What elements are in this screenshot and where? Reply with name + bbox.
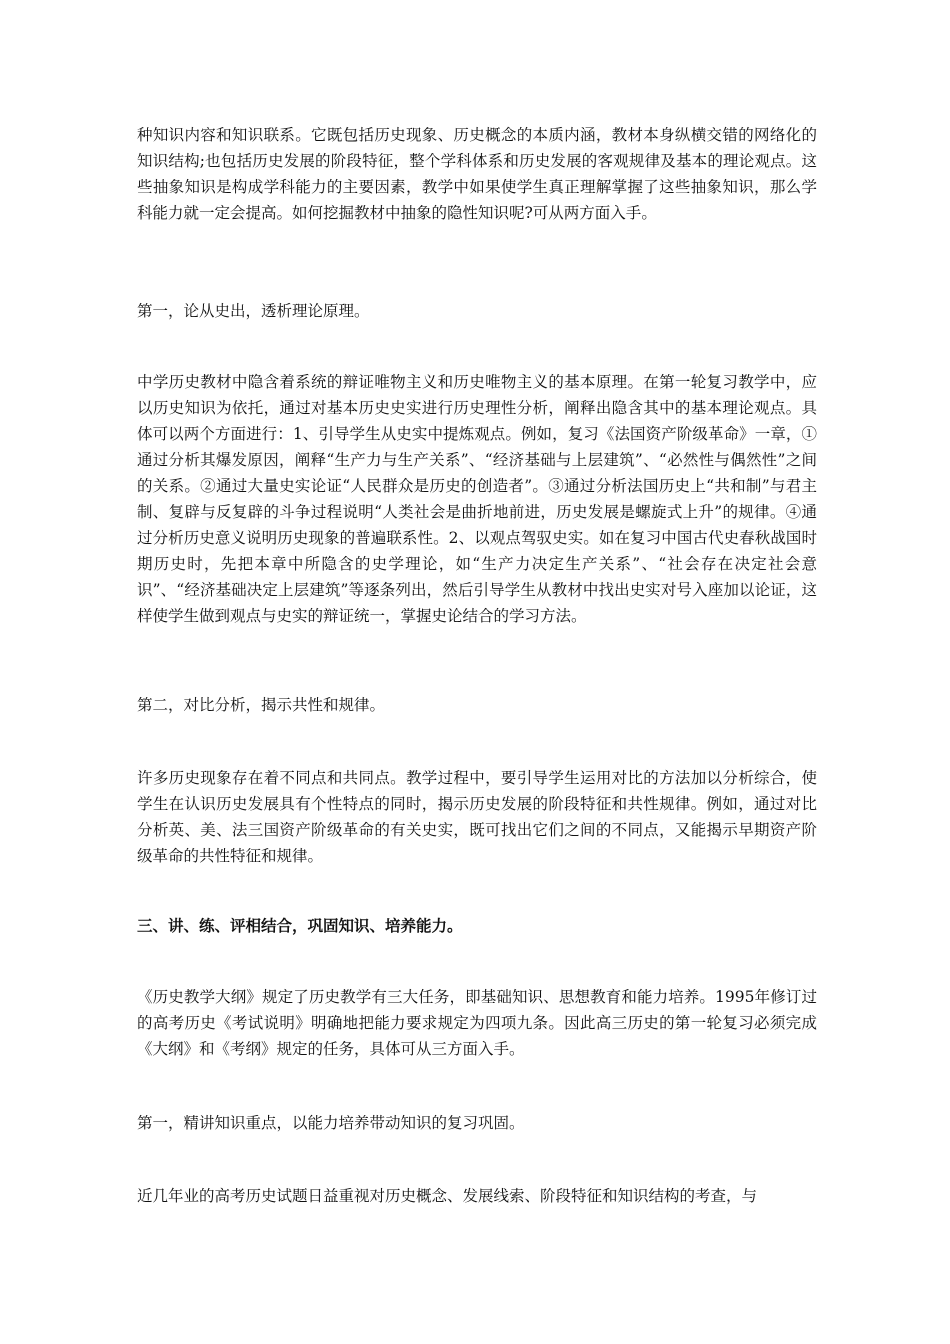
subheading-first-key-points: 第一，精讲知识重点，以能力培养带动知识的复习巩固。 bbox=[137, 1114, 525, 1132]
paragraph-intro: 种知识内容和知识联系。它既包括历史现象、历史概念的本质内涵，教材本身纵横交错的网络化的知识结构;也包括历史发展的阶段特征，整个学科体系和历史发展的客观规律及基本的理论观点。这些抽象知识是构成学科能力的主要因素，教学中如果使学生真正理解掌握了这些抽象知识，那么学科能力就一定会提高。如何挖掘教材中抽象的隐性知识呢?可从两方面入手。 bbox=[137, 126, 817, 222]
subheading-second: 第二，对比分析，揭示共性和规律。 bbox=[137, 696, 386, 714]
paragraph-syllabus: 《历史教学大纲》规定了历史教学有三大任务，即基础知识、思想教育和能力培养。1995年修订过的高考历史《考试说明》明确地把能力要求规定为四项九条。因此高三历史的第一轮复习必须完成《大纲》和《考纲》规定的任务，具体可从三方面入手。 bbox=[137, 988, 817, 1058]
paragraph-comparison: 许多历史现象存在着不同点和共同点。教学过程中，要引导学生运用对比的方法加以分析综合，使学生在认识历史发展具有个性特点的同时，揭示历史发展的阶段特征和共性规律。例如，通过对比分析英、美、法三国资产阶级革命的有关史实，既可找出它们之间的不同点，又能揭示早期资产阶级革命的共性特征和规律。 bbox=[137, 769, 817, 865]
paragraph-exam-trend: 近几年业的高考历史试题日益重视对历史概念、发展线索、阶段特征和知识结构的考查，与 bbox=[137, 1187, 758, 1205]
section-heading-three: 三、讲、练、评相结合，巩固知识、培养能力。 bbox=[137, 916, 463, 935]
paragraph-theory: 中学历史教材中隐含着系统的辩证唯物主义和历史唯物主义的基本原理。在第一轮复习教学中，应以历史知识为依托，通过对基本历史史实进行历史理性分析，阐释出隐含其中的基本理论观点。具体可以两个方面进行：1、引导学生从史实中提炼观点。例如，复习《法国资产阶级革命》一章，①通过分析其爆发原因，阐释“生产力与生产关系”、“经济基础与上层建筑”、“必然性与偶然性”之间的关系。②通过大量史实论证“人民群众是历史的创造者”。③通过分析法国历史上“共和制”与君主制、复辟与反复辟的斗争过程说明“人类社会是曲折地前进，历史发展是螺旋式上升”的规律。④通过分析历史意义说明历史现象的普遍联系性。2、以观点驾驭史实。如在复习中国古代史春秋战国时期历史时，先把本章中所隐含的史学理论，如“生产力决定生产关系”、“社会存在决定社会意识”、“经济基础决定上层建筑”等逐条列出，然后引导学生从教材中找出史实对号入座加以论证，这样使学生做到观点与史实的辩证统一，掌握史论结合的学习方法。 bbox=[137, 373, 817, 625]
subheading-first: 第一，论从史出，透析理论原理。 bbox=[137, 302, 370, 320]
